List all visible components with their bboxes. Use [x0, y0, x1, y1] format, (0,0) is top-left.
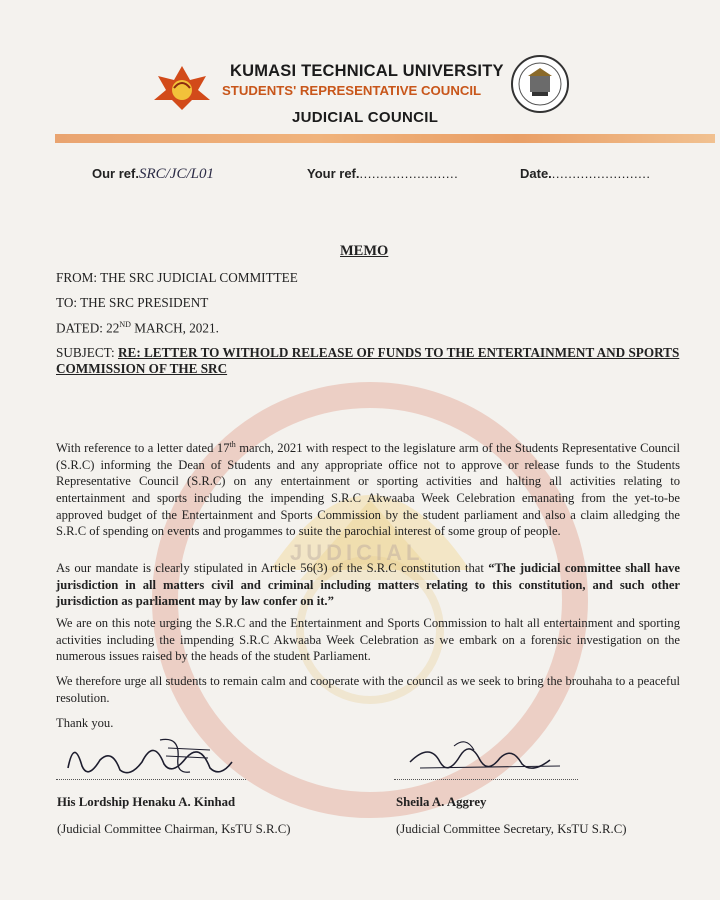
chairman-name: His Lordship Henaku A. Kinhad — [57, 795, 236, 809]
reference-row — [0, 160, 720, 190]
university-name: KUMASI TECHNICAL UNIVERSITY — [230, 62, 504, 80]
your-ref-dots: ........................ — [359, 166, 459, 181]
dated-sup: ND — [119, 320, 131, 329]
your-ref-label: Your ref. — [307, 166, 360, 181]
header-divider-band — [55, 134, 715, 143]
secretary-role: (Judicial Committee Secretary, KsTU S.R.C) — [396, 822, 627, 836]
p1-sup: th — [229, 440, 236, 449]
p2-start: As our mandate is clearly stipulated in Article 56(3) of the S.R.C constitution that — [56, 561, 489, 575]
watermark-text: JUDICIAL — [290, 540, 424, 565]
memo-title: MEMO — [340, 243, 389, 259]
subject-text: RE: LETTER TO WITHOLD RELEASE OF FUNDS TO THE ENTERTAINMENT AND SPORTS COMMISSION OF THE SRC — [56, 345, 680, 376]
your-ref — [307, 166, 458, 181]
p1-start: With reference to a letter dated 17 — [56, 441, 230, 456]
src-logo-icon — [150, 58, 214, 112]
dated-prefix: DATED: 22 — [56, 320, 120, 336]
date-ref — [520, 166, 650, 181]
paragraph-4: We therefore urge all students to remain calm and cooperate with the council as we seek to bring the brouhaha to a peaceful resolution. — [56, 674, 680, 705]
our-ref-value: SRC/JC/L01 — [138, 166, 214, 182]
memo-to: TO: THE SRC PRESIDENT — [56, 295, 209, 310]
judicial-council-name: JUDICIAL COUNCIL — [292, 109, 439, 126]
secretary-signature-icon — [400, 732, 570, 782]
paragraph-1 — [56, 437, 680, 540]
dated-suffix: MARCH, 2021. — [130, 320, 219, 336]
memo-dated — [56, 320, 219, 336]
council-name: STUDENTS' REPRESENTATIVE COUNCIL — [222, 83, 482, 98]
p1-rest: march, 2021 with respect to the legislature arm of the Students Representative Council (S.R.C) informing the Dean of Students and any appropriate office not to approve or release funds to the Students Representative Council (S.R.C) on any entertainment or sporting activities and halting all activities relating to entertainment and sports including the impending S.R.C Akwaaba Week Celebration emanating from the yet-to-be approved budget of the Entertainment and Sports Commission by the student parliament and also a claim alledging the S.R.C of spending on events and progammes to suite the parochial interest of some group of people. — [56, 441, 680, 539]
chairman-signature-line — [56, 779, 246, 780]
paragraph-3: We are on this note urging the S.R.C and the Entertainment and Sports Commission to halt all entertainment and sporting activities including the impending S.R.C Akwaaba Week Celebration as we embark on a forensic investigation on the numerous issues raised by the heads of the student Parliament. — [56, 616, 680, 664]
our-ref — [92, 166, 214, 183]
judicial-seal-icon — [510, 54, 570, 114]
date-dots: ........................ — [551, 166, 651, 181]
date-label: Date. — [520, 166, 552, 181]
paragraph-2 — [56, 560, 680, 610]
memo-subject — [56, 345, 686, 377]
secretary-name: Sheila A. Aggrey — [396, 795, 487, 809]
secretary-signature-line — [394, 779, 578, 780]
memo-from: FROM: THE SRC JUDICIAL COMMITTEE — [56, 270, 298, 285]
our-ref-label: Our ref. — [92, 166, 139, 181]
closing-line: Thank you. — [56, 716, 114, 730]
subject-label: SUBJECT: — [56, 345, 118, 360]
p2-quote: “The judicial committee shall have jurisdiction in all matters civil and criminal including matters relating to this constitution, and such other jurisdiction as parliament may by law confer on it.” — [56, 561, 680, 609]
chairman-role: (Judicial Committee Chairman, KsTU S.R.C) — [57, 822, 291, 836]
